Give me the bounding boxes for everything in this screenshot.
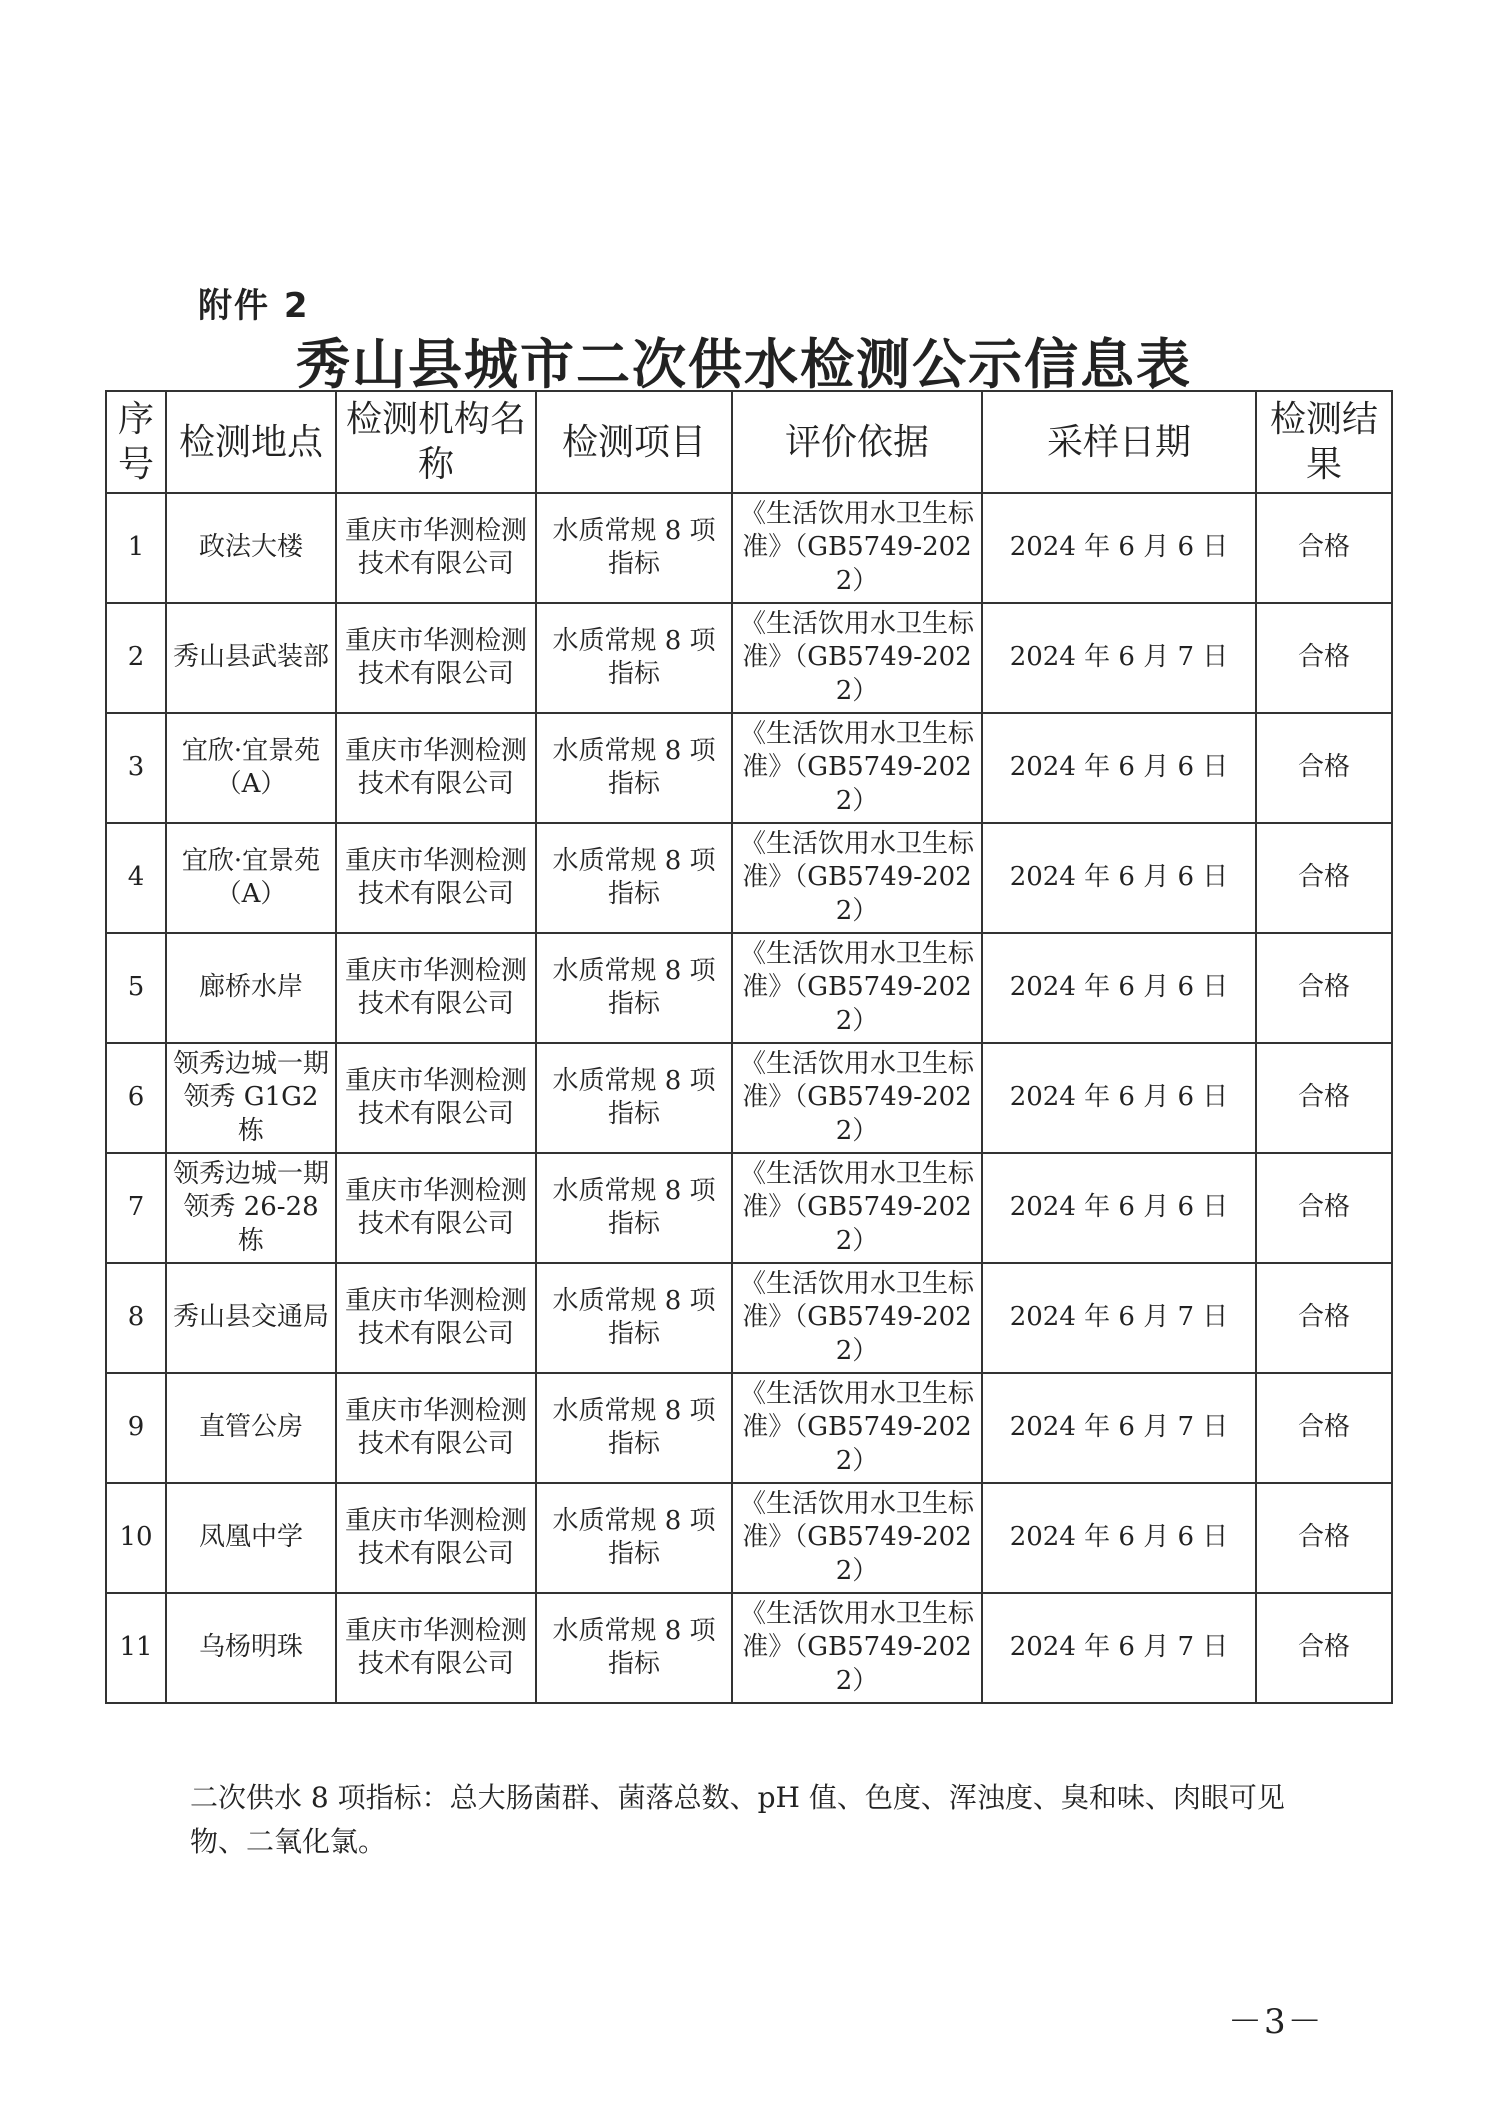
attachment-label: 附件 2 bbox=[198, 286, 310, 326]
cell-location: 秀山县武装部 bbox=[166, 603, 336, 713]
cell-result: 合格 bbox=[1256, 1483, 1392, 1593]
cell-agency: 重庆市华测检测技术有限公司 bbox=[336, 1483, 536, 1593]
cell-serial-no: 10 bbox=[106, 1483, 166, 1593]
cell-agency: 重庆市华测检测技术有限公司 bbox=[336, 1263, 536, 1373]
cell-agency: 重庆市华测检测技术有限公司 bbox=[336, 1593, 536, 1703]
cell-result: 合格 bbox=[1256, 603, 1392, 713]
cell-test-item: 水质常规 8 项指标 bbox=[536, 1593, 732, 1703]
cell-result: 合格 bbox=[1256, 1043, 1392, 1153]
cell-location: 秀山县交通局 bbox=[166, 1263, 336, 1373]
cell-test-item: 水质常规 8 项指标 bbox=[536, 1043, 732, 1153]
cell-serial-no: 1 bbox=[106, 493, 166, 603]
cell-basis: 《生活饮用水卫生标准》（GB5749-2022） bbox=[732, 1373, 982, 1483]
table-row bbox=[106, 603, 1392, 713]
cell-sample-date: 2024 年 6 月 6 日 bbox=[982, 1153, 1256, 1263]
cell-agency: 重庆市华测检测技术有限公司 bbox=[336, 603, 536, 713]
cell-sample-date: 2024 年 6 月 6 日 bbox=[982, 1043, 1256, 1153]
cell-result: 合格 bbox=[1256, 713, 1392, 823]
cell-agency: 重庆市华测检测技术有限公司 bbox=[336, 933, 536, 1043]
cell-test-item: 水质常规 8 项指标 bbox=[536, 1483, 732, 1593]
cell-sample-date: 2024 年 6 月 6 日 bbox=[982, 713, 1256, 823]
header-basis: 评价依据 bbox=[732, 391, 982, 493]
cell-serial-no: 4 bbox=[106, 823, 166, 933]
cell-result: 合格 bbox=[1256, 1153, 1392, 1263]
cell-serial-no: 6 bbox=[106, 1043, 166, 1153]
document-title: 秀山县城市二次供水检测公示信息表 bbox=[296, 332, 1192, 396]
cell-basis: 《生活饮用水卫生标准》（GB5749-2022） bbox=[732, 1593, 982, 1703]
header-location: 检测地点 bbox=[166, 391, 336, 493]
table-row bbox=[106, 1153, 1392, 1263]
cell-result: 合格 bbox=[1256, 933, 1392, 1043]
table-row bbox=[106, 1043, 1392, 1153]
cell-agency: 重庆市华测检测技术有限公司 bbox=[336, 493, 536, 603]
cell-location: 领秀边城一期领秀 26-28 栋 bbox=[166, 1153, 336, 1263]
page-number: －3－ bbox=[1228, 2002, 1324, 2042]
cell-sample-date: 2024 年 6 月 7 日 bbox=[982, 1373, 1256, 1483]
cell-location: 宜欣·宜景苑（A） bbox=[166, 713, 336, 823]
header-serial-no: 序号 bbox=[106, 391, 166, 493]
table-row bbox=[106, 493, 1392, 603]
cell-result: 合格 bbox=[1256, 823, 1392, 933]
cell-result: 合格 bbox=[1256, 1263, 1392, 1373]
cell-agency: 重庆市华测检测技术有限公司 bbox=[336, 1373, 536, 1483]
cell-test-item: 水质常规 8 项指标 bbox=[536, 1373, 732, 1483]
cell-basis: 《生活饮用水卫生标准》（GB5749-2022） bbox=[732, 933, 982, 1043]
cell-location: 廊桥水岸 bbox=[166, 933, 336, 1043]
cell-location: 宜欣·宜景苑（A） bbox=[166, 823, 336, 933]
cell-basis: 《生活饮用水卫生标准》（GB5749-2022） bbox=[732, 1043, 982, 1153]
cell-basis: 《生活饮用水卫生标准》（GB5749-2022） bbox=[732, 493, 982, 603]
cell-test-item: 水质常规 8 项指标 bbox=[536, 933, 732, 1043]
table-row bbox=[106, 1483, 1392, 1593]
cell-sample-date: 2024 年 6 月 6 日 bbox=[982, 933, 1256, 1043]
cell-serial-no: 9 bbox=[106, 1373, 166, 1483]
cell-agency: 重庆市华测检测技术有限公司 bbox=[336, 713, 536, 823]
cell-basis: 《生活饮用水卫生标准》（GB5749-2022） bbox=[732, 603, 982, 713]
cell-serial-no: 7 bbox=[106, 1153, 166, 1263]
cell-basis: 《生活饮用水卫生标准》（GB5749-2022） bbox=[732, 713, 982, 823]
header-result: 检测结果 bbox=[1256, 391, 1392, 493]
cell-basis: 《生活饮用水卫生标准》（GB5749-2022） bbox=[732, 1263, 982, 1373]
cell-serial-no: 5 bbox=[106, 933, 166, 1043]
cell-test-item: 水质常规 8 项指标 bbox=[536, 1263, 732, 1373]
cell-location: 领秀边城一期领秀 G1G2 栋 bbox=[166, 1043, 336, 1153]
footnote: 二次供水 8 项指标：总大肠菌群、菌落总数、pH 值、色度、浑浊度、臭和味、肉眼可见物、二氧化氯。 bbox=[190, 1781, 1285, 1858]
cell-serial-no: 2 bbox=[106, 603, 166, 713]
table-row bbox=[106, 823, 1392, 933]
cell-test-item: 水质常规 8 项指标 bbox=[536, 823, 732, 933]
cell-sample-date: 2024 年 6 月 6 日 bbox=[982, 493, 1256, 603]
cell-location: 直管公房 bbox=[166, 1373, 336, 1483]
inspection-info-table bbox=[105, 390, 1393, 1704]
cell-result: 合格 bbox=[1256, 493, 1392, 603]
cell-agency: 重庆市华测检测技术有限公司 bbox=[336, 1043, 536, 1153]
cell-sample-date: 2024 年 6 月 6 日 bbox=[982, 823, 1256, 933]
cell-sample-date: 2024 年 6 月 7 日 bbox=[982, 603, 1256, 713]
cell-sample-date: 2024 年 6 月 6 日 bbox=[982, 1483, 1256, 1593]
cell-sample-date: 2024 年 6 月 7 日 bbox=[982, 1263, 1256, 1373]
cell-result: 合格 bbox=[1256, 1593, 1392, 1703]
table-header-row bbox=[106, 391, 1392, 493]
table-row bbox=[106, 1373, 1392, 1483]
cell-agency: 重庆市华测检测技术有限公司 bbox=[336, 823, 536, 933]
cell-location: 政法大楼 bbox=[166, 493, 336, 603]
cell-serial-no: 3 bbox=[106, 713, 166, 823]
cell-test-item: 水质常规 8 项指标 bbox=[536, 1153, 732, 1263]
cell-serial-no: 11 bbox=[106, 1593, 166, 1703]
table-row bbox=[106, 1263, 1392, 1373]
table-row bbox=[106, 933, 1392, 1043]
cell-test-item: 水质常规 8 项指标 bbox=[536, 713, 732, 823]
table-body bbox=[106, 493, 1392, 1703]
cell-result: 合格 bbox=[1256, 1373, 1392, 1483]
cell-basis: 《生活饮用水卫生标准》（GB5749-2022） bbox=[732, 823, 982, 933]
cell-location: 凤凰中学 bbox=[166, 1483, 336, 1593]
cell-test-item: 水质常规 8 项指标 bbox=[536, 603, 732, 713]
cell-location: 乌杨明珠 bbox=[166, 1593, 336, 1703]
header-agency: 检测机构名称 bbox=[336, 391, 536, 493]
cell-basis: 《生活饮用水卫生标准》（GB5749-2022） bbox=[732, 1483, 982, 1593]
cell-agency: 重庆市华测检测技术有限公司 bbox=[336, 1153, 536, 1263]
cell-serial-no: 8 bbox=[106, 1263, 166, 1373]
table-row bbox=[106, 713, 1392, 823]
header-sample-date: 采样日期 bbox=[982, 391, 1256, 493]
cell-basis: 《生活饮用水卫生标准》（GB5749-2022） bbox=[732, 1153, 982, 1263]
cell-sample-date: 2024 年 6 月 7 日 bbox=[982, 1593, 1256, 1703]
cell-test-item: 水质常规 8 项指标 bbox=[536, 493, 732, 603]
header-test-item: 检测项目 bbox=[536, 391, 732, 493]
table-row bbox=[106, 1593, 1392, 1703]
